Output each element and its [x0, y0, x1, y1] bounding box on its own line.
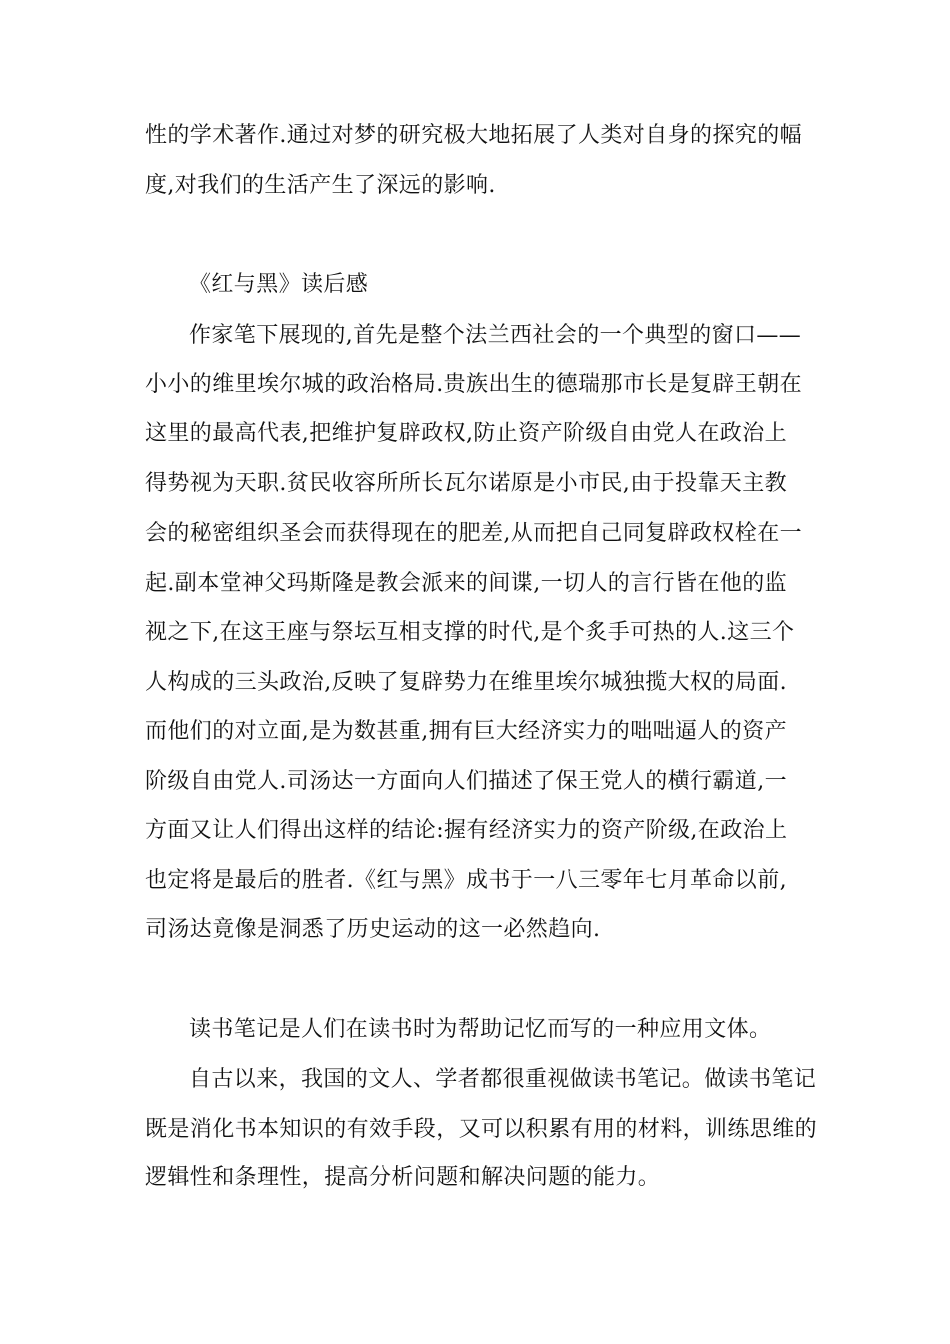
essay-line: 司汤达竟像是洞悉了历史运动的这一必然趋向.	[145, 917, 601, 942]
essay-line: 视之下,在这王座与祭坛互相支撑的时代,是个炙手可热的人.这三个	[145, 620, 795, 645]
essay-line: 阶级自由党人.司汤达一方面向人们描述了保王党人的横行霸道,一	[145, 769, 787, 794]
essay-line: 方面又让人们得出这样的结论:握有经济实力的资产阶级,在政治上	[145, 818, 788, 843]
notes-line: 自古以来，我国的文人、学者都很重视做读书笔记。做读书笔记	[189, 1067, 817, 1092]
essay-line: 会的秘密组织圣会而获得现在的肥差,从而把自己同复辟政权栓在一	[145, 521, 802, 546]
essay-line: 得势视为天职.贫民收容所所长瓦尔诺原是小市民,由于投靠天主教	[145, 471, 787, 496]
essay-line: 而他们的对立面,是为数甚重,拥有巨大经济实力的咄咄逼人的资产	[145, 719, 787, 744]
essay-line: 这里的最高代表,把维护复辟政权,防止资产阶级自由党人在政治上	[145, 421, 787, 446]
notes-line: 既是消化书本知识的有效手段，又可以积累有用的材料，训练思维的	[145, 1117, 818, 1142]
essay-line: 起.副本堂神父玛斯隆是教会派来的间谍,一切人的言行皆在他的监	[145, 571, 787, 596]
essay-title: 《红与黑》读后感	[189, 272, 369, 297]
intro-line: 性的学术著作.通过对梦的研究极大地拓展了人类对自身的探究的幅	[145, 123, 802, 148]
essay-line: 作家笔下展现的,首先是整个法兰西社会的一个典型的窗口——	[189, 323, 802, 348]
notes-line: 逻辑性和条理性，提高分析问题和解决问题的能力。	[145, 1165, 661, 1190]
essay-line: 小小的维里埃尔城的政治格局.贵族出生的德瑞那市长是复辟王朝在	[145, 372, 802, 397]
intro-line: 度,对我们的生活产生了深远的影响.	[145, 173, 496, 198]
notes-paragraph: 读书笔记是人们在读书时为帮助记忆而写的一种应用文体。	[189, 1017, 772, 1042]
essay-line: 也定将是最后的胜者.《红与黑》成书于一八三零年七月革命以前,	[145, 868, 787, 893]
essay-line: 人构成的三头政治,反映了复辟势力在维里埃尔城独揽大权的局面.	[145, 670, 787, 695]
